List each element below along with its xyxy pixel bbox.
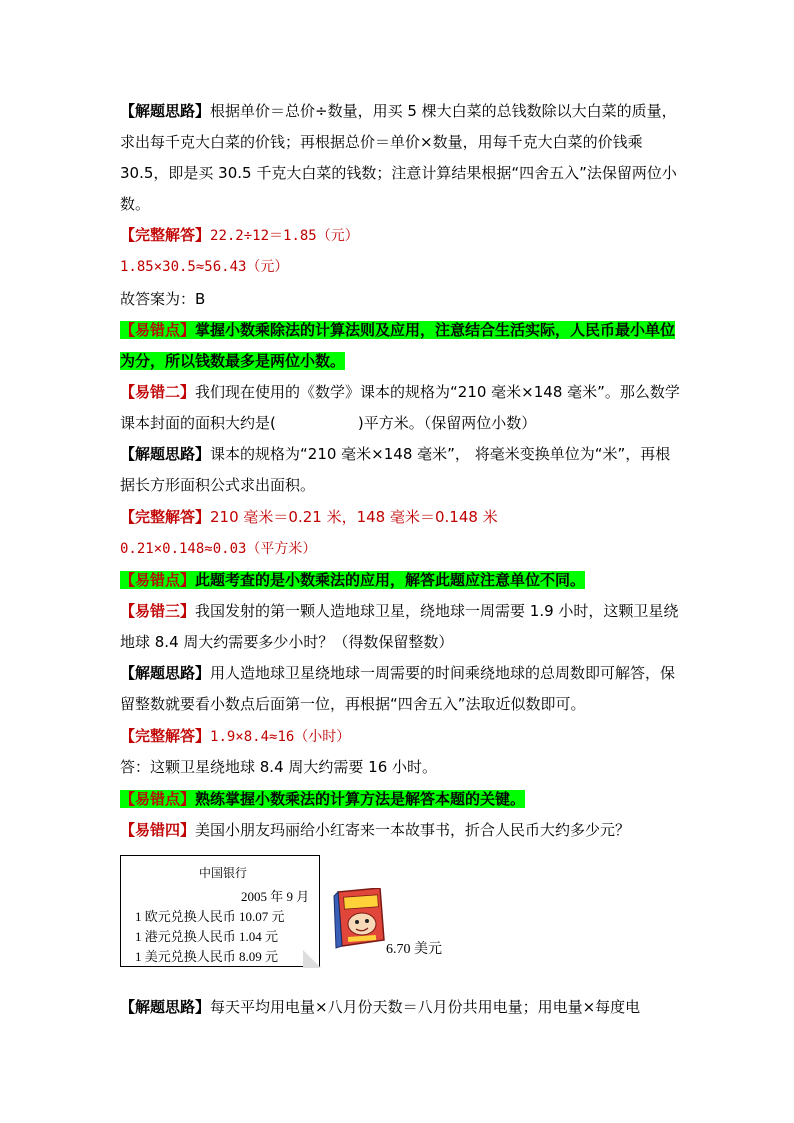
exchange-rate-note (120, 855, 320, 967)
label-error-point: 【易错点】 (120, 571, 196, 589)
solution-idea-text: 根据单价＝总价÷数量，用买 5 棵大白菜的总钱数除以大白菜的质量，求出每千克大白菜的价钱；再根据总价＝单价×数量，用每千克大白菜的价钱乘 30.5，即是买 30.5 千克大白菜的钱数；注意计算结果根据“四舍五入”法保留两位小数。 (120, 102, 677, 213)
label-error-point: 【易错点】 (120, 321, 196, 339)
paragraph-error-four (120, 815, 630, 846)
solution-idea-text: 每天平均用电量×八月份天数＝八月份共用电量；用电量×每度电 (210, 998, 641, 1016)
answer-step-1: 1.9×8.4≈16（小时） (210, 729, 351, 745)
paragraph-complete-answer-3 (120, 721, 350, 753)
answer-step-2: 0.21×0.148≈0.03（平方米） (120, 541, 317, 557)
solution-idea-text: 课本的规格为“210 毫米×148 毫米”， 将毫米变换单位为“米”，再根据长方形面积公式求出面积。 (120, 445, 671, 494)
label-solution-idea: 【解题思路】 (120, 102, 211, 120)
label-solution-idea: 【解题思路】 (120, 664, 211, 682)
answer-step-1: 210 毫米＝0.21 米，148 毫米＝0.148 米 (210, 508, 498, 526)
paragraph-solution-idea-4 (120, 992, 640, 1023)
paragraph-error-point-3 (120, 784, 525, 815)
rate-date: 2005 年 9 月 (241, 889, 310, 904)
rate-usd: 1 美元兑换人民币 8.09 元 (135, 949, 279, 964)
paragraph-complete-answer-2 (120, 502, 498, 533)
label-solution-idea: 【解题思路】 (120, 998, 211, 1016)
final-answer: 答：这颗卫星绕地球 8.4 周大约需要 16 小时。 (120, 758, 438, 776)
paragraph-solution-idea-1 (120, 96, 680, 220)
label-complete-answer: 【完整解答】 (120, 727, 211, 745)
label-error-point: 【易错点】 (120, 790, 196, 808)
paragraph-solution-idea-2 (120, 439, 680, 501)
label-solution-idea: 【解题思路】 (120, 445, 211, 463)
label-complete-answer: 【完整解答】 (120, 226, 211, 244)
paragraph-error-three (120, 596, 680, 658)
paragraph-error-point-1 (120, 315, 680, 377)
final-answer: 故答案为：B (120, 290, 206, 308)
paragraph-complete-answer-1 (120, 220, 359, 252)
error-point-text: 掌握小数乘除法的计算法则及应用，注意结合生活实际，人民币最小单位为分，所以钱数最多是两位小数。 (120, 321, 676, 370)
answer-step-1: 22.2÷12＝1.85（元） (210, 228, 359, 244)
error-two-text-a: 我们现在使用的《数学》课本的规格为“210 毫米×148 毫米”。那么数学课本封面的面积大约是( (120, 383, 680, 432)
page-fold-corner (303, 950, 321, 968)
error-three-text: 我国发射的第一颗人造地球卫星，绕地球一周需要 1.9 小时，这颗卫星绕地球 8.4 周大约需要多少小时？（得数保留整数） (120, 602, 679, 651)
bank-name: 中国银行 (199, 866, 248, 880)
book-price: 6.70 美元 (386, 942, 442, 957)
paragraph-error-two (120, 377, 680, 439)
error-point-text: 此题考查的是小数乘法的应用，解答此题应注意单位不同。 (195, 571, 586, 589)
rate-hkd: 1 港元兑换人民币 1.04 元 (135, 929, 279, 944)
label-complete-answer: 【完整解答】 (120, 508, 211, 526)
label-error-four: 【易错四】 (120, 821, 196, 839)
error-two-text-b: )平方米。（保留两位小数） (357, 414, 537, 432)
rate-euro: 1 欧元兑换人民币 10.07 元 (135, 909, 285, 924)
answer-step-2: 1.85×30.5≈56.43（元） (120, 259, 289, 275)
storybook-icon (330, 888, 386, 950)
error-point-text: 熟练掌握小数乘法的计算方法是解答本题的关键。 (195, 790, 526, 808)
paragraph-solution-idea-3 (120, 658, 680, 720)
paragraph-error-point-2 (120, 565, 585, 596)
solution-idea-text: 用人造地球卫星绕地球一周需要的时间乘绕地球的总周数即可解答，保留整数就要看小数点后面第一位，再根据“四舍五入”法取近似数即可。 (120, 664, 676, 713)
label-error-three: 【易错三】 (120, 602, 196, 620)
error-four-text: 美国小朋友玛丽给小红寄来一本故事书，折合人民币大约多少元？ (195, 821, 631, 839)
label-error-two: 【易错二】 (120, 383, 196, 401)
